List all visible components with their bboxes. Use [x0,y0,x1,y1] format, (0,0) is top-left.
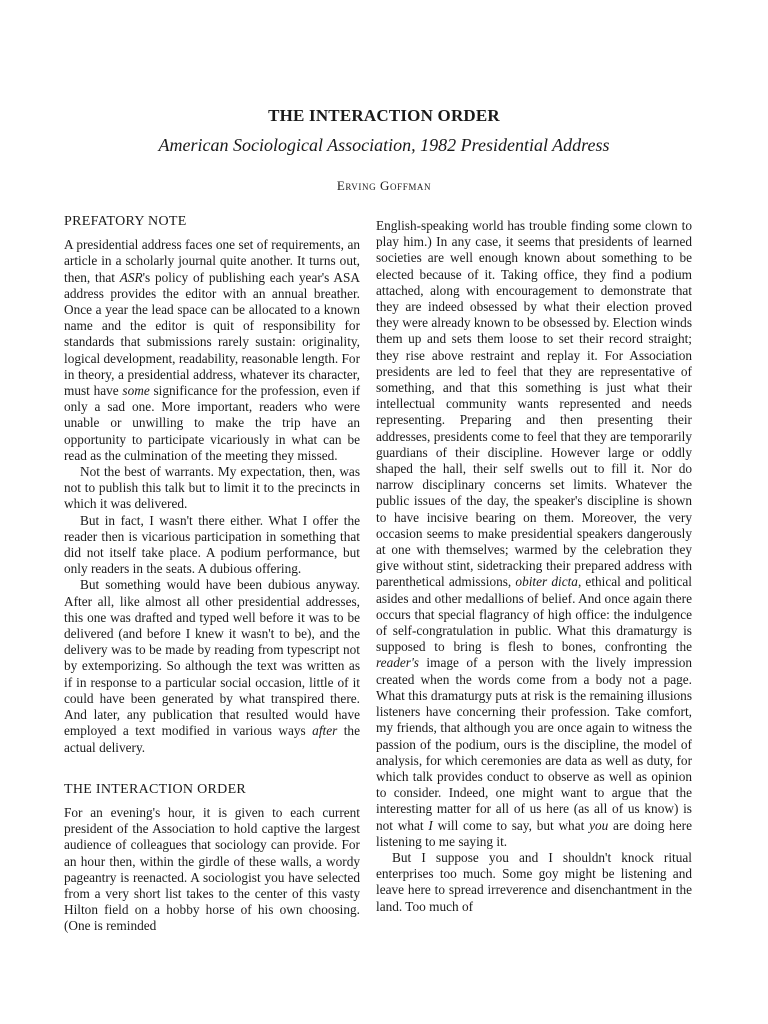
section-heading-interaction-order: THE INTERACTION ORDER [64,781,247,797]
paragraph: But in fact, I wasn't there either. What I offer the reader then is vicarious participation in something that did not itself take place. A podium performance, but only readers in the seats. A dubious offering. [64,512,360,577]
section-heading-prefatory-note: PREFATORY NOTE [64,214,187,229]
paragraph: English-speaking world has trouble finding some clown to play him.) In any case, it seems that presidents of learned societies are well enough known about something to be elected because of it. Taking office, they find a podium attached, along with encouragement to demonstrate that they are indeed obsessed by what their election proved they were already known to be obsessed by. Election winds them up and sets them loose to set their record straight; they rise above restraint and replay it. For Association presidents are led to feel that they are representative of something, and that this something is just what their intellectual community wants represented and needs representing. Preparing and then presenting their addresses, presidents come to feel that they are temporarily guardians of their discipline. However large or oddly shaped the hall, their self swells out to fill it. Nor do narrow disciplinary concerns set limits. Whatever the public issues of the day, the speaker's discipline is shown to have incisive bearing on them. Moreover, the very occasion seems to make presidential speakers dangerously at one with themselves; warmed by the celebration they give without stint, sidetracking their prepared address with parenthetical admissions, obiter dicta, ethical and political asides and other medallions of belief. And once again there occurs that special flagrancy of high office: the indulgence of self-congratulation in public. What this dramaturgy is supposed to bring is flesh to bones, confronting the reader's image of a person with the lively impression created when the words come from a body not a page. What this dramaturgy puts at risk is the remaining illusions listeners have concerning their profession. Take comfort, my friends, that although you are once again to witness the passion of the podium, ours is the discipline, the model of analysis, for which ceremonies are data as well as duty, for which talk provides conduct to observe as well as opinion to consider. Indeed, one might want to argue that the interesting matter for all of us here (as all of us know) is not what I will come to say, but what you are doing here listening to me saying it. [376,218,692,849]
paragraph: Not the best of warrants. My expectation, then, was not to publish this talk but to limit it to the precincts in which it was delivered. [64,464,360,512]
paragraph: For an evening's hour, it is given to each current president of the Association to hold captive the largest audience of colleagues that sociology can provide. For an hour then, within the girdle of these walls, a wordy pageantry is reenacted. A sociologist you have selected from a very short list takes to the center of this vasty Hilton field on a hobby horse of his own choosing. (One is reminded [64,804,360,934]
article-title: THE INTERACTION ORDER [268,106,500,125]
author-name: Erving Goffman [336,178,432,193]
paragraph: A presidential address faces one set of requirements, an article in a scholarly journal quite another. It turns out, then, that ASR's policy of publishing each year's ASA address provides the editor with an annual breather. Once a year the lead space can be allocated to a known name and the editor is quit of responsibility for standards that submissions rarely sustain: originality, logical development, readability, reasonable length. For in theory, a presidential address, whatever its character, must have some significance for the profession, even if only a sad one. More important, readers who were unable or unwilling to make the trip have an opportunity to participate vicariously in what can be read as the culmination of the meeting they missed. [64,237,361,463]
paragraph: But I suppose you and I shouldn't knock ritual enterprises too much. Some goy might be listening and leave here to spread irreverence and disenchantment in the land. Too much of [376,849,692,914]
paragraph: But something would have been dubious anyway. After all, like almost all other presidential addresses, this one was drafted and typed well before it was to be delivered (and before I knew it wasn't to be), and the delivery was to be made by reading from typescript not by extemporizing. So although the text was written as if in response to a particular social occasion, little of it could have been generated by what transpired there. And later, any publication that resulted would have employed a text modified in various ways after the actual delivery. [64,577,360,755]
left-column [64,214,360,935]
article-subtitle: American Sociological Association, 1982 Presidential Address [158,135,610,155]
right-column [376,218,692,915]
